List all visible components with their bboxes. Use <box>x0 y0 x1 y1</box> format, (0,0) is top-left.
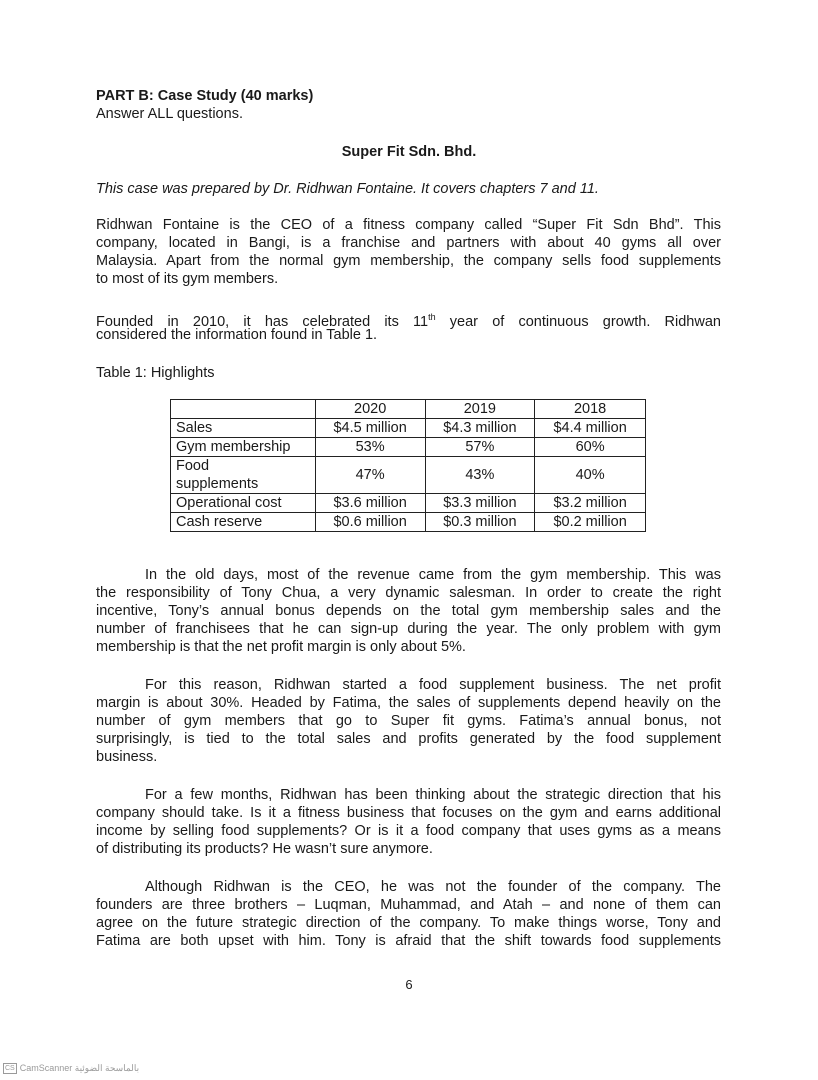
paragraph-line: number of gym members that go to Super fit gyms. Fatima’s annual bonus, not <box>96 713 721 729</box>
table-cell: $0.6 million <box>315 513 425 532</box>
table-cell: $3.2 million <box>535 494 646 513</box>
paragraph-line: margin is about 30%. Headed by Fatima, the sales of supplements depend heavily on the <box>96 695 721 711</box>
text-span: year of continuous growth. Ridhwan <box>435 313 721 330</box>
row-label: Cash reserve <box>171 513 316 532</box>
paragraph-line: number of franchisees that he can sign-up during the year. The only problem with gym <box>96 621 721 637</box>
year-header: 2018 <box>535 400 646 419</box>
row-label: Gym membership <box>171 438 316 457</box>
table-row <box>171 457 646 494</box>
year-header: 2019 <box>425 400 535 419</box>
paragraph-line: of distributing its products? He wasn’t sure anymore. <box>96 841 433 857</box>
paragraph-line: to most of its gym members. <box>96 271 279 287</box>
paragraph-line: In the old days, most of the revenue came from the gym membership. This was <box>145 567 721 583</box>
table-cell: 53% <box>315 438 425 457</box>
table-cell: $3.6 million <box>315 494 425 513</box>
highlights-table <box>170 399 646 532</box>
paragraph-line: company should take. Is it a fitness business that focuses on the gym and earns additional <box>96 805 721 821</box>
table-cell: $3.3 million <box>425 494 535 513</box>
paragraph-line: incentive, Tony’s annual bonus depends on the total gym membership sales and the <box>96 603 721 619</box>
table-cell: 40% <box>535 457 646 494</box>
row-label: Sales <box>171 419 316 438</box>
table-row <box>171 438 646 457</box>
row-label-line: supplements <box>176 476 259 492</box>
paragraph-line: membership is that the net profit margin is only about 5%. <box>96 639 466 655</box>
paragraph-line: founders are three brothers – Luqman, Muhammad, and Atah – and none of them can <box>96 897 721 913</box>
paragraph-line: For this reason, Ridhwan started a food supplement business. The net profit <box>145 677 721 693</box>
paragraph-line: Malaysia. Apart from the normal gym membership, the company sells food supplements <box>96 253 721 269</box>
row-label-line: Food <box>176 458 210 474</box>
table-cell: $0.2 million <box>535 513 646 532</box>
table-header-row <box>171 400 646 419</box>
section-instruction: Answer ALL questions. <box>96 106 243 122</box>
table-row <box>171 494 646 513</box>
paragraph-line: business. <box>96 749 158 765</box>
table-row <box>171 419 646 438</box>
paragraph-line: Although Ridhwan is the CEO, he was not the founder of the company. The <box>145 879 721 895</box>
table-cell: $0.3 million <box>425 513 535 532</box>
page-number: 6 <box>405 977 413 992</box>
case-title: Super Fit Sdn. Bhd. <box>341 144 477 160</box>
paragraph-line: agree on the future strategic direction of the company. To make things worse, Tony and <box>96 915 721 931</box>
superscript: th <box>428 312 436 322</box>
paragraph-line: Ridhwan Fontaine is the CEO of a fitness company called “Super Fit Sdn Bhd”. This <box>96 217 721 233</box>
section-title: PART B: Case Study (40 marks) <box>96 88 314 104</box>
table-cell: 60% <box>535 438 646 457</box>
row-label <box>171 457 316 494</box>
paragraph-line: considered the information found in Table 1. <box>96 327 378 343</box>
text-span: Founded in 2010, it has celebrated its 11 <box>96 313 429 330</box>
table-cell: $4.3 million <box>425 419 535 438</box>
table-cell: $4.4 million <box>535 419 646 438</box>
paragraph-line: income by selling food supplements? Or is it a food company that uses gyms as a means <box>96 823 721 839</box>
table-header-cell <box>171 400 316 419</box>
paragraph-line: the responsibility of Tony Chua, a very dynamic salesman. In order to create the right <box>96 585 721 601</box>
table-caption: Table 1: Highlights <box>96 365 215 381</box>
table-row <box>171 513 646 532</box>
paragraph-line: For a few months, Ridhwan has been thinking about the strategic direction that his <box>145 787 721 803</box>
paragraph-line: company, located in Bangi, is a franchise and partners with about 40 gyms all over <box>96 235 721 251</box>
table-cell: 57% <box>425 438 535 457</box>
paragraph-line: Fatima are both upset with him. Tony is afraid that the shift towards food supplements <box>96 933 721 949</box>
scanner-watermark <box>3 1063 139 1074</box>
row-label: Operational cost <box>171 494 316 513</box>
watermark-text: CamScanner بالماسحة الضوئية <box>19 1063 140 1073</box>
case-note: This case was prepared by Dr. Ridhwan Fontaine. It covers chapters 7 and 11. <box>96 181 599 197</box>
table-cell: 43% <box>425 457 535 494</box>
table-cell: 47% <box>315 457 425 494</box>
camscanner-logo-icon: CS <box>5 1065 15 1072</box>
year-header: 2020 <box>315 400 425 419</box>
table-cell: $4.5 million <box>315 419 425 438</box>
paragraph-line: surprisingly, is tied to the total sales and profits generated by the food supplement <box>96 731 721 747</box>
